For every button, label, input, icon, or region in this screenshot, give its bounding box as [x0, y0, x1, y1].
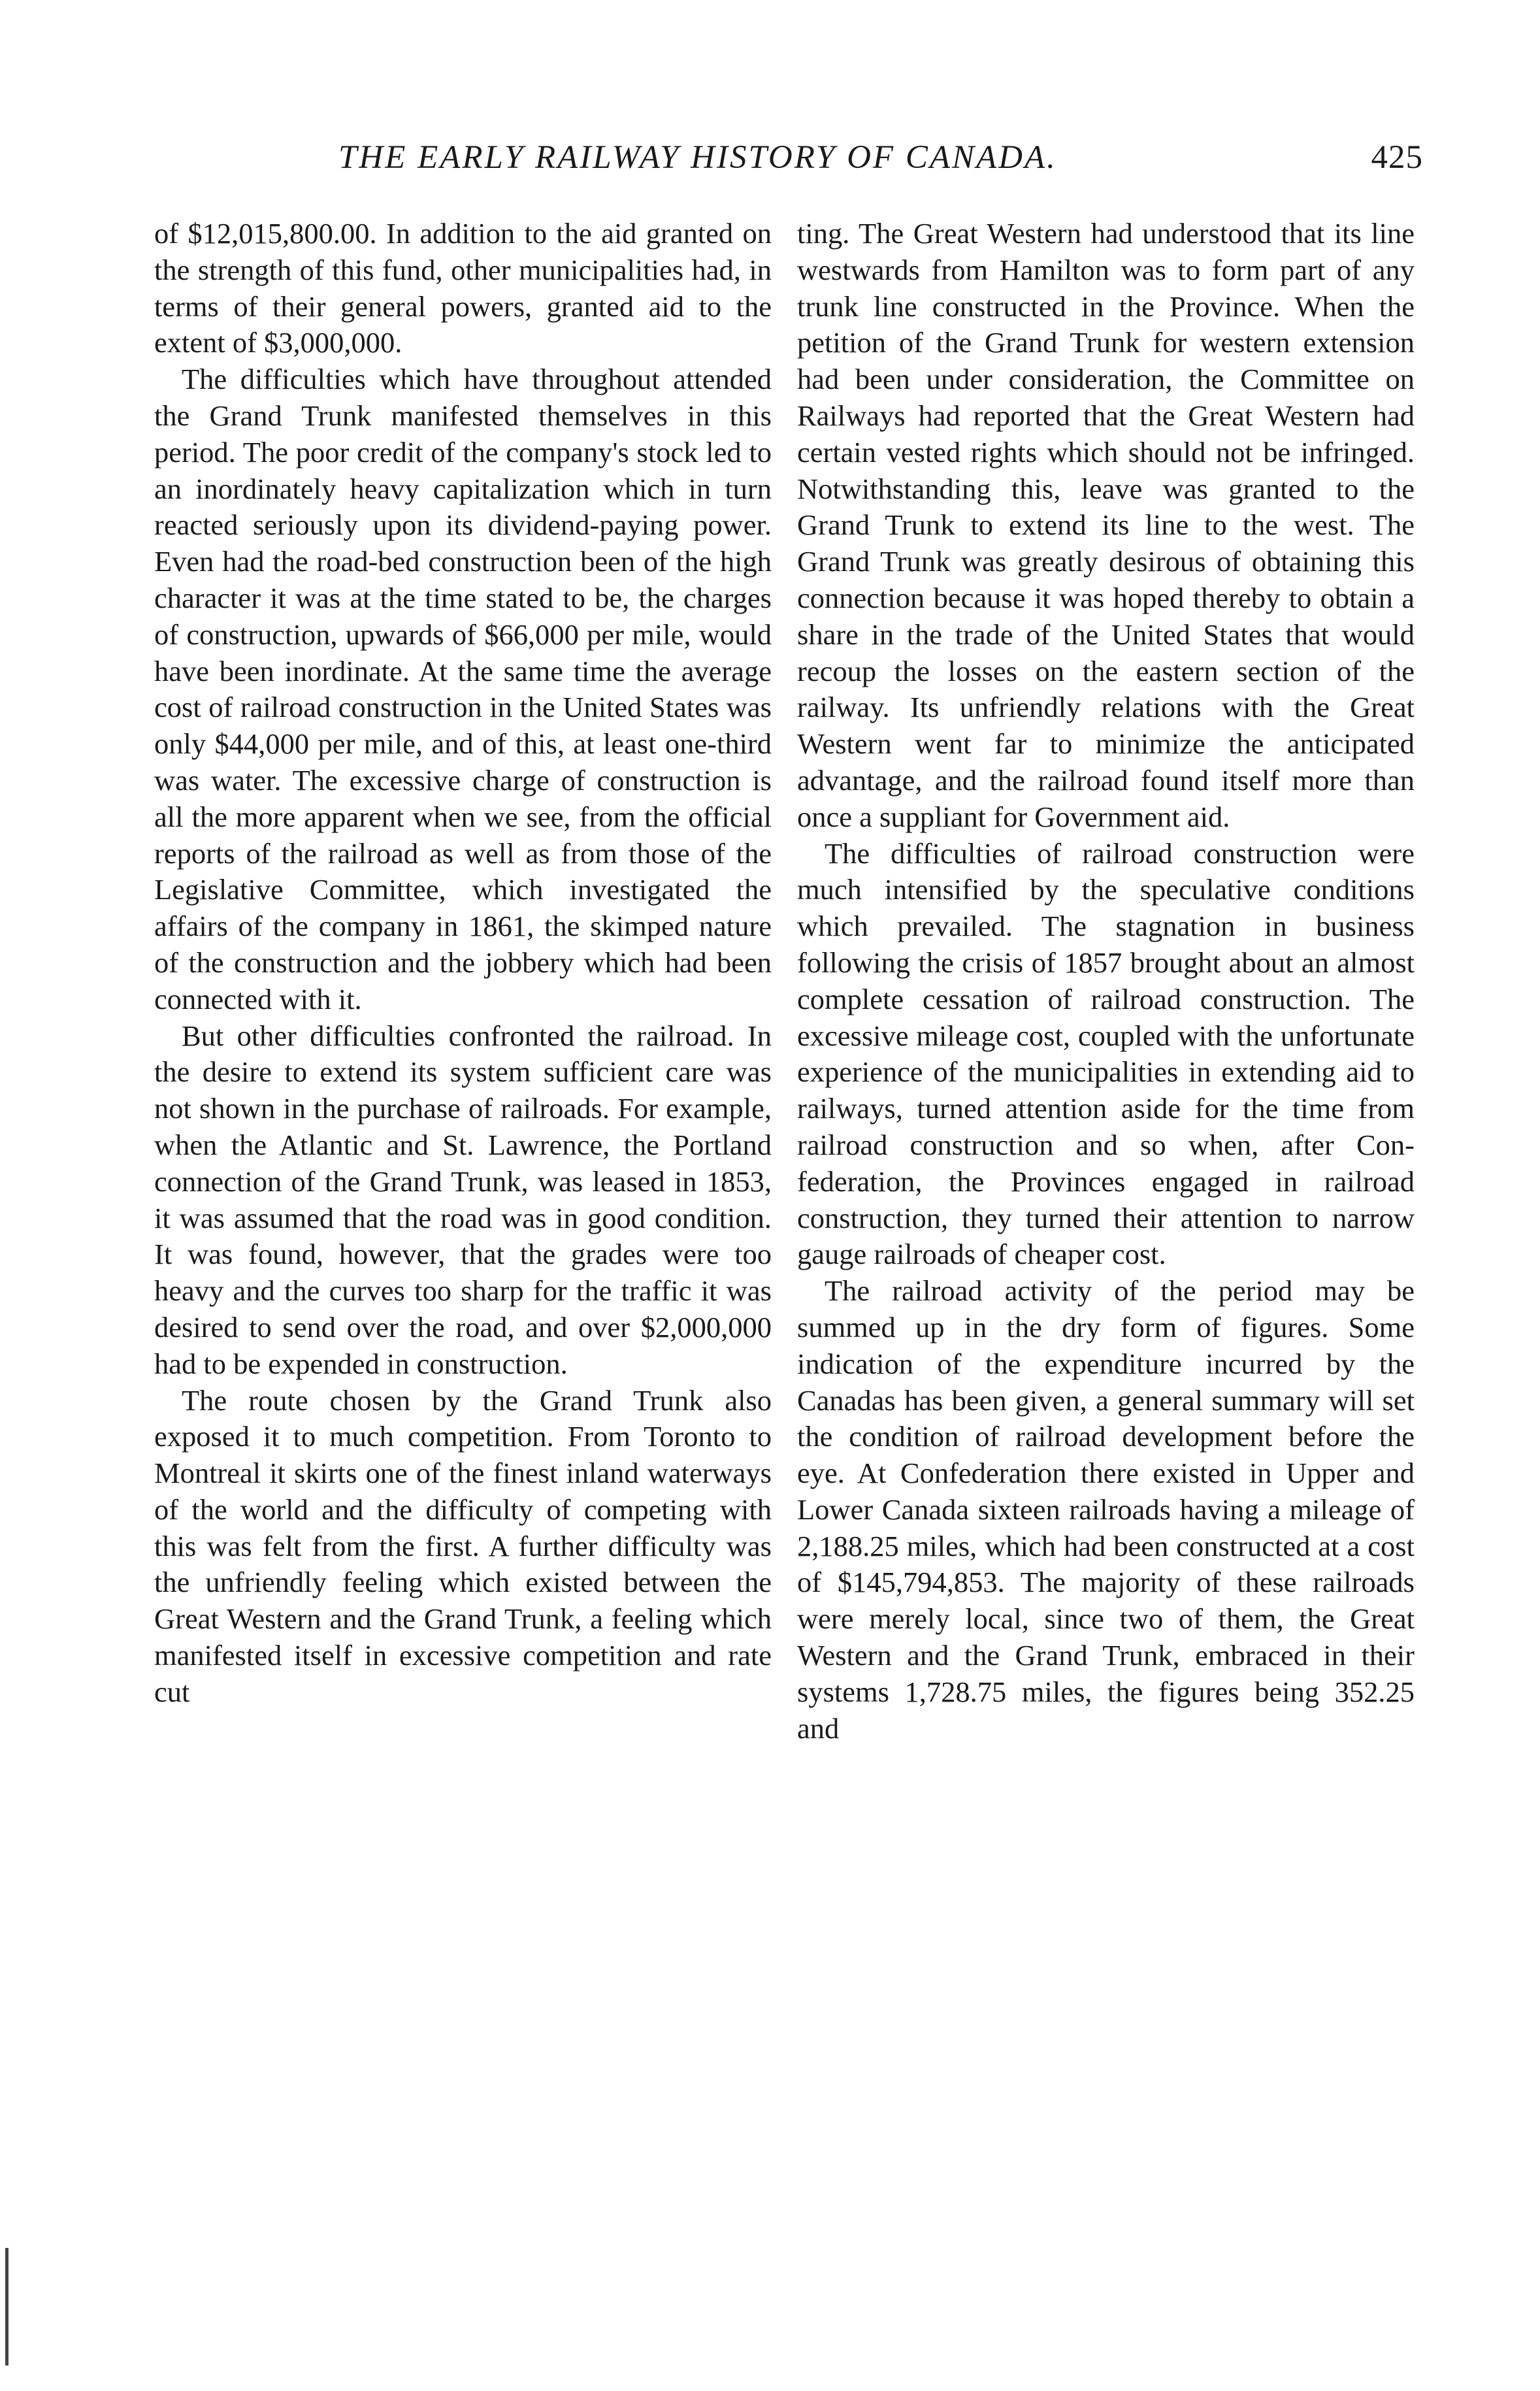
- left-column: [154, 216, 772, 1711]
- paragraph: The difficulties which have throughout attended the Grand Trunk manifested themselves in this period. The poor credit of the company's stock led to an inordinately heavy capitalization which in turn reacted seriously upon its dividend-paying power. Even had the road-bed construction been of the high character it was at the time stated to be, the charges of construction, upwards of $66,000 per mile, would have been inordinate. At the same time the average cost of railroad construction in the United States was only $44,000 per mile, and of this, at least one-third was water. The excessive charge of construction is all the more apparent when we see, from the official reports of the railroad as well as from those of the Legislative Committee, which investigated the affairs of the company in 1861, the skimped nature of the construction and the jobbery which had been connected with it.: [154, 363, 772, 1015]
- page-edge-mark: [5, 2248, 8, 2366]
- paragraph: But other difficulties confronted the railroad. In the desire to extend its system sufficient care was not shown in the purchase of railroads. For example, when the Atlantic and St. Lawrence, the Portland connection of the Grand Trunk, was leased in 1853, it was assumed that the road was in good condition. It was found, however, that the grades were too heavy and the curves too sharp for the traffic it was desired to send over the road, and over $2,000,000 had to be expended in construction.: [154, 1019, 772, 1380]
- paragraph: The difficulties of railroad construction were much intensified by the speculative conditions which prevailed. The stagnation in business following the crisis of 1857 brought about an almost complete cessation of railroad construction. The excessive mileage cost, coupled with the unfortunate experience of the municipalities in extending aid to railways, turned attention aside for the time from railroad construction and so when, after Confederation, the Provinces engaged in railroad construction, they turned their attention to narrow gauge railroads of cheaper cost.: [797, 836, 1415, 1271]
- right-column: [797, 216, 1415, 1747]
- running-title: THE EARLY RAILWAY HISTORY OF CANADA.: [338, 139, 1057, 176]
- page-number: 425: [1371, 139, 1423, 176]
- paragraph: The route chosen by the Grand Trunk also exposed it to much competition. From Toronto to Montreal it skirts one of the finest inland waterways of the world and the difficulty of competing with this was felt from the first. A further difficulty was the unfriendly feeling which existed between the Great Western and the Grand Trunk, a feeling which manifested itself in excessive competition and rate cut: [154, 1383, 772, 1708]
- paragraph: The railroad activity of the period may be summed up in the dry form of figures. Some indication of the expenditure incurred by the Canadas has been given, a general summary will set the condition of railroad development before the eye. At Confederation there existed in Upper and Lower Canada sixteen railroads having a mileage of 2,188.25 miles, which had been constructed at a cost of $145,794,853. The majority of these railroads were merely local, since two of them, the Great Western and the Grand Trunk, embraced in their systems 1,728.75 miles, the figures being 352.25 and: [797, 1274, 1415, 1745]
- paragraph: ting. The Great Western had understood that its line westwards from Hamilton was to form part of any trunk line constructed in the Province. When the petition of the Grand Trunk for western extension had been under consideration, the Committee on Railways had reported that the Great Western had certain vested rights which should not be infringed. Notwithstanding this, leave was granted to the Grand Trunk to extend its line to the west. The Grand Trunk was greatly desirous of obtaining this connection because it was hoped thereby to obtain a share in the trade of the United States that would recoup the losses on the eastern section of the railway. Its unfriendly relations with the Great Western went far to minimize the anticipated advantage, and the railroad found itself more than once a suppliant for Government aid.: [797, 217, 1415, 833]
- running-header: [156, 139, 1423, 191]
- paragraph: of $12,015,800.00. In addition to the aid granted on the strength of this fund, other municipalities had, in terms of their general powers, granted aid to the extent of $3,000,000.: [154, 217, 772, 359]
